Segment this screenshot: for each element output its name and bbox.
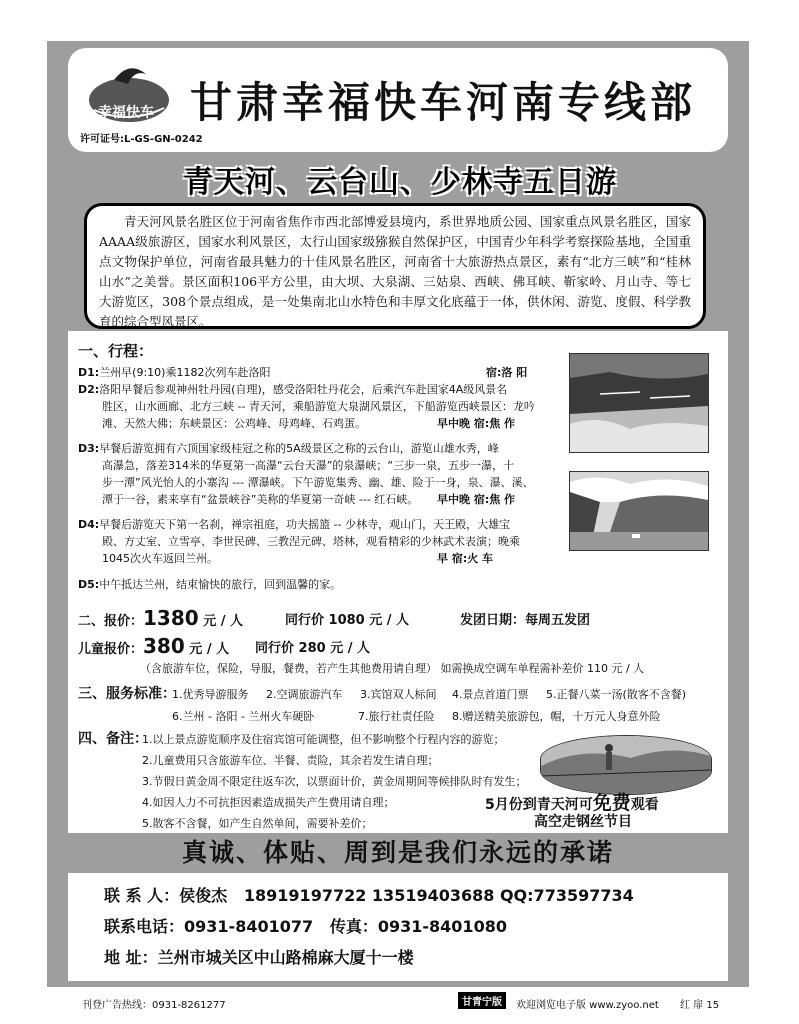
day-id: D2: [78,383,100,396]
day-line: 早餐后游览天下第一名刹，禅宗祖庭，功夫摇篮 -- 少林寺，观山门，天王殿，大雄宝 [99,518,511,531]
day-line: 潭于一谷，素来享有“盆景峡谷”美称的华夏第一奇峡 --- 红石峡。 [102,493,419,506]
tightrope-photo [540,735,712,795]
promo-text-c: 观看 [630,797,659,813]
service-item: 8.赠送精美旅游包，帽，十万元人身意外险 [452,710,661,723]
slogan: 真诚、体贴、周到是我们永远的承诺 [181,838,614,867]
child-price-value: 380 [143,634,185,658]
ad-hotline: 刊登广告热线：0931-8261277 [82,1000,226,1011]
child-price-unit: 元 / 人 [189,642,230,657]
service-item: 4.景点首道门票 [452,688,529,701]
day-id: D1: [78,366,100,379]
contact-fax: 0931-8401080 [377,917,507,936]
services-heading: 三、服务标准： [78,686,176,702]
day-meal-lodging: 早 宿:火 车 [437,552,494,565]
adult-price-row [78,606,243,630]
itinerary-heading: 一、行程： [78,342,154,360]
itinerary-day [78,576,341,593]
child-peer-price: 同行价 280 元 / 人 [255,641,370,656]
page-number: 红 扉 15 [680,1000,720,1011]
adult-price-value: 1380 [143,606,199,630]
child-price-label: 儿童报价： [78,642,144,657]
day-line: 早餐后游览拥有六顶国家级桂冠之称的5A级景区之称的云台山，游览山雄水秀，峰 [99,442,499,455]
contact-panel [68,873,728,981]
tour-title: 青天河、云台山、少林寺五日游 [183,165,617,200]
promo-free: 免费 [592,792,631,814]
service-item: 6.兰州 - 洛阳 - 兰州火车硬卧 [172,710,315,723]
contact-person-label: 联 系 人： [104,886,180,905]
notes-heading: 四、备注： [78,731,148,747]
day-id: D4: [78,518,100,531]
service-item: 1.优秀导游服务 [172,688,249,701]
price-note: （含旅游车位，保险，导服，餐费，若产生其他费用请自理） 如需换成空调车单程需补差价 110 元 / 人 [140,662,645,675]
contact-address-row [104,945,414,968]
day-meal-lodging: 宿:洛 阳 [486,366,528,379]
day-id: D3: [78,442,100,455]
child-price-row [78,634,229,658]
contact-tel: 0931-8401077 [184,917,314,936]
note-item: 5.散客不含餐，如产生自然单间，需要补差价； [142,817,373,830]
adult-price-label: 二、报价： [78,614,144,629]
river-boats-photo [569,353,709,453]
day-line: 兰州早(9:10)乘1182次列车赴洛阳 [99,366,271,379]
day-line: 洛阳早餐后参观神州牡丹园(自理)，感受洛阳牡丹花会，后乘汽车赴国家4A级风景名 [99,383,508,396]
brand-title: 甘肃幸福快车河南专线部 [190,78,697,127]
adult-peer-price: 同行价 1080 元 / 人 [285,613,410,628]
edition-badge: 甘青宁版 [458,992,506,1009]
gorge-photo [569,471,709,551]
day-line: 高瀑急，落差314米的华夏第一高瀑“云台天瀑”的泉瀑峡；“三步一泉，五步一瀑，十 [102,459,515,472]
service-item: 3.宾馆双人标间 [360,688,437,701]
contact-tel-label: 联系电话： [104,917,185,936]
day-id: D5: [78,578,100,591]
day-line: 中午抵达兰州，结束愉快的旅行，回到温馨的家。 [99,578,342,591]
departure-date: 发团日期：每周五发团 [460,613,591,628]
contact-address: 兰州市城关区中山路棉麻大厦十一楼 [157,948,414,967]
note-item: 4.如因人力不可抗拒因素造成损失产生费用请自理； [142,796,395,809]
contact-person-row [104,883,634,906]
promo-text-a: 5月份到青天河可 [485,797,593,813]
note-item: 3.节假日黄金周不限定往返车次，以票面计价，黄金周期间等候排队时有发生； [142,775,527,788]
day-meal-lodging: 早中晚 宿:焦 作 [437,417,516,430]
intro-box: 青天河风景名胜区位于河南省焦作市西北部博爱县境内，系世界地质公园、国家重点风景名胜区，国家AAAA级旅游区，国家水利风景区，太行山国家级猕猴自然保护区，中国青少年科学考察探险基地，全国重点文物保护单位，河南省最具魅力的十佳风景名胜区，河南省十大旅游热点景区，素有“北方三峡”和“桂林山水”之美誉。景区面积106平方公里，由大坝、大泉湖、三姑泉、西峡、佛耳峡、靳家岭、月山寺、等七大游览区，308个景点组成，是一处集南北山水特色和丰厚文化底蕴于一体，供休闲、游览、度假、科学教育的综合型风景区。 [84,203,706,329]
promo-line-2: 高空走钢丝节目 [534,814,632,830]
contact-phones: 18919197722 13519403688 QQ:773597734 [243,886,634,905]
day-line: 1045次火车返回兰州。 [102,552,218,565]
license-number: 许可证号:L-GS-GN-0242 [80,134,203,145]
itinerary-day [78,364,270,381]
logo-text: 幸福快车 [98,105,154,121]
contact-address-label: 地 址： [104,948,158,967]
contact-person: 侯俊杰 [179,886,228,905]
note-item: 1.以上景点游览顺序及住宿宾馆可能调整，但不影响整个行程内容的游览； [142,733,505,746]
service-item: 7.旅行社责任险 [358,710,435,723]
day-line: 步一潭”风光怡人的小寨沟 --- 潭瀑峡。下午游览集秀、幽、雄、险于一身，泉、瀑、溪、 [102,476,534,489]
day-line: 滩、天然大佛；东峡景区：公鸡峰、母鸡峰、石鸡蛋。 [102,417,366,430]
service-item: 5.正餐八菜一汤(散客不含餐) [546,688,687,701]
contact-tel-row [104,914,507,937]
service-item: 2.空调旅游汽车 [266,688,343,701]
day-line: 殿、方丈室、立雪亭、李世民碑、三教涅元碑、塔林，观看精彩的少林武术表演；晚乘 [102,535,520,548]
contact-fax-label: 传真： [329,917,378,936]
e-edition-link[interactable]: 欢迎浏览电子版 www.zyoo.net [516,1000,659,1011]
day-meal-lodging: 早中晚 宿:焦 作 [437,493,516,506]
day-line: 胜区，山水画廊、北方三峡 -- 青天河，乘船游览大泉湖风景区，下船游览西峡景区：龙吟 [102,400,535,413]
adult-price-unit: 元 / 人 [203,614,244,629]
note-item: 2.儿童费用只含旅游车位、半餐、责险，其余若发生请自理； [142,754,439,767]
